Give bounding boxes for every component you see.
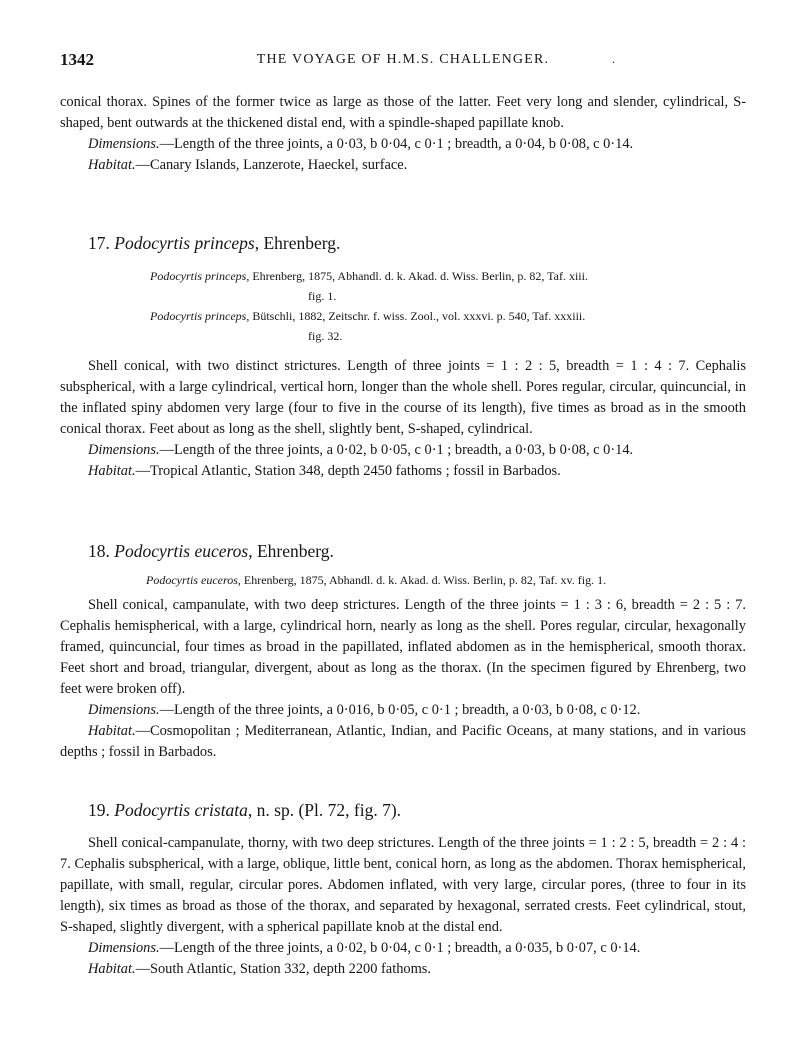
species-dimensions — [60, 938, 746, 959]
running-title: THE VOYAGE OF H.M.S. CHALLENGER. — [256, 52, 550, 67]
synonym-figure: fig. 1. — [308, 289, 337, 303]
species-name: Podocyrtis princeps — [114, 233, 255, 253]
synonym-citation: , Bütschli, 1882, Zeitschr. f. wiss. Zool., vol. xxxvi. p. 540, Taf. xxxiii. — [246, 309, 586, 323]
species-heading — [60, 231, 746, 255]
habitat-label: Habitat. — [88, 157, 136, 173]
synonym-name: Podocyrtis euceros — [146, 573, 238, 587]
species-name: Podocyrtis cristata — [114, 800, 248, 820]
continuation-block — [60, 92, 746, 176]
species-number: 18. — [88, 541, 110, 561]
synonym-figure: fig. 32. — [308, 329, 343, 343]
species-habitat — [60, 959, 746, 980]
species-description: Shell conical-campanulate, thorny, with two deep strictures. Length of the three joints = 1 : 2 : 5, breadth = 2 : 4 : 7. Cephalis subspherical, with a large, oblique, little bent, conical horn, as long as the abdomen. Thorax hemispherical, papillate, with small, regular, circular pores. Abdomen inflated, with very large, circular pores, (three to four in its length), six times as broad as those of the thorax, and separated by hexagonal, serrated crests. Feet cylindrical, stout, S-shaped, slightly divergent, with a spherical papillate knob at the distal end. — [60, 835, 746, 935]
dimensions-text: —Length of the three joints, a 0·03, b 0·04, c 0·1 ; breadth, a 0·04, b 0·08, c 0·14. — [159, 136, 634, 152]
species-dimensions — [60, 440, 746, 461]
continuation-text: conical thorax. Spines of the former twice as large as those of the latter. Feet very long and slender, cylindrical, S-shaped, bent outwards at the thickened distal end, with a spindle-shaped papillate knob. — [60, 94, 746, 131]
species-name: Podocyrtis euceros — [114, 541, 249, 561]
habitat-text: —South Atlantic, Station 332, depth 2200 fathoms. — [135, 961, 431, 977]
species-number: 19. — [88, 800, 110, 820]
species-habitat — [60, 461, 746, 482]
synonym-name: Podocyrtis princeps — [150, 269, 247, 283]
stray-mark: . — [612, 52, 615, 66]
dimensions-text: —Length of the three joints, a 0·016, b 0·05, c 0·1 ; breadth, a 0·03, b 0·08, c 0·12. — [159, 702, 641, 718]
species-18 — [60, 539, 746, 563]
dimensions-text: —Length of the three joints, a 0·02, b 0·05, c 0·1 ; breadth, a 0·03, b 0·08, c 0·14. — [159, 442, 634, 458]
habitat-text: —Cosmopolitan ; Mediterranean, Atlantic, Indian, and Pacific Oceans, at many stations, and in various depths ; fossil in Barbados. — [60, 723, 746, 760]
continuation-dimensions — [60, 134, 746, 155]
dimensions-label: Dimensions. — [88, 702, 160, 718]
continuation-habitat — [60, 155, 746, 176]
species-19 — [60, 798, 746, 822]
dimensions-text: —Length of the three joints, a 0·02, b 0·04, c 0·1 ; breadth, a 0·035, b 0·07, c 0·14. — [159, 940, 641, 956]
species-18-body — [60, 595, 746, 763]
running-header — [60, 50, 746, 72]
synonym-entry — [150, 306, 746, 346]
species-19-body — [60, 833, 746, 980]
species-heading — [60, 539, 746, 563]
habitat-text: —Tropical Atlantic, Station 348, depth 2450 fathoms ; fossil in Barbados. — [135, 463, 561, 479]
dimensions-label: Dimensions. — [88, 940, 160, 956]
species-18-synonyms — [146, 570, 746, 590]
species-habitat — [60, 721, 746, 763]
species-author: , Ehrenberg. — [254, 233, 341, 253]
species-author: , n. sp. (Pl. 72, fig. 7). — [247, 800, 402, 820]
dimensions-label: Dimensions. — [88, 136, 160, 152]
habitat-label: Habitat. — [88, 961, 136, 977]
dimensions-label: Dimensions. — [88, 442, 160, 458]
species-17 — [60, 231, 746, 255]
synonym-entry — [150, 266, 746, 306]
species-description: Shell conical, campanulate, with two deep strictures. Length of the three joints = 1 : 3 : 6, breadth = 2 : 5 : 7. Cephalis hemispherical, with a large, cylindrical horn, nearly as long as the shell. Pores regular, circular, hexagonally framed, quincuncial, four times as broad in the papillated, inflated abdomen as in the hemispherical, smooth thorax. Feet short and broad, triangular, divergent, about as long as the thorax. (In the specimen figured by Ehrenberg, two feet were broken off). — [60, 597, 746, 697]
species-dimensions — [60, 700, 746, 721]
page-number: 1342 — [60, 50, 94, 69]
species-number: 17. — [88, 233, 110, 253]
synonym-name: Podocyrtis princeps — [150, 309, 247, 323]
synonym-entry — [146, 570, 746, 590]
species-17-body — [60, 356, 746, 482]
species-description: Shell conical, with two distinct strictures. Length of three joints = 1 : 2 : 5, breadth = 1 : 4 : 7. Cephalis subspherical, with a large cylindrical, vertical horn, longer than the whole shell. Pores regular, circular, quincuncial, in the inflated spiny abdomen very large (four to five in the course of its length), five times as broad as in the smooth conical thorax. Feet about as long as the shell, slightly bent, S-shaped, cylindrical. — [60, 358, 746, 437]
habitat-text: —Canary Islands, Lanzerote, Haeckel, surface. — [135, 157, 408, 173]
habitat-label: Habitat. — [88, 723, 136, 739]
synonym-citation: , Ehrenberg, 1875, Abhandl. d. k. Akad. d. Wiss. Berlin, p. 82, Taf. xv. fig. 1. — [237, 573, 607, 587]
habitat-label: Habitat. — [88, 463, 136, 479]
synonym-citation: , Ehrenberg, 1875, Abhandl. d. k. Akad. d. Wiss. Berlin, p. 82, Taf. xiii. — [246, 269, 588, 283]
species-author: , Ehrenberg. — [248, 541, 334, 561]
species-17-synonyms — [150, 266, 746, 346]
species-heading — [60, 798, 746, 822]
